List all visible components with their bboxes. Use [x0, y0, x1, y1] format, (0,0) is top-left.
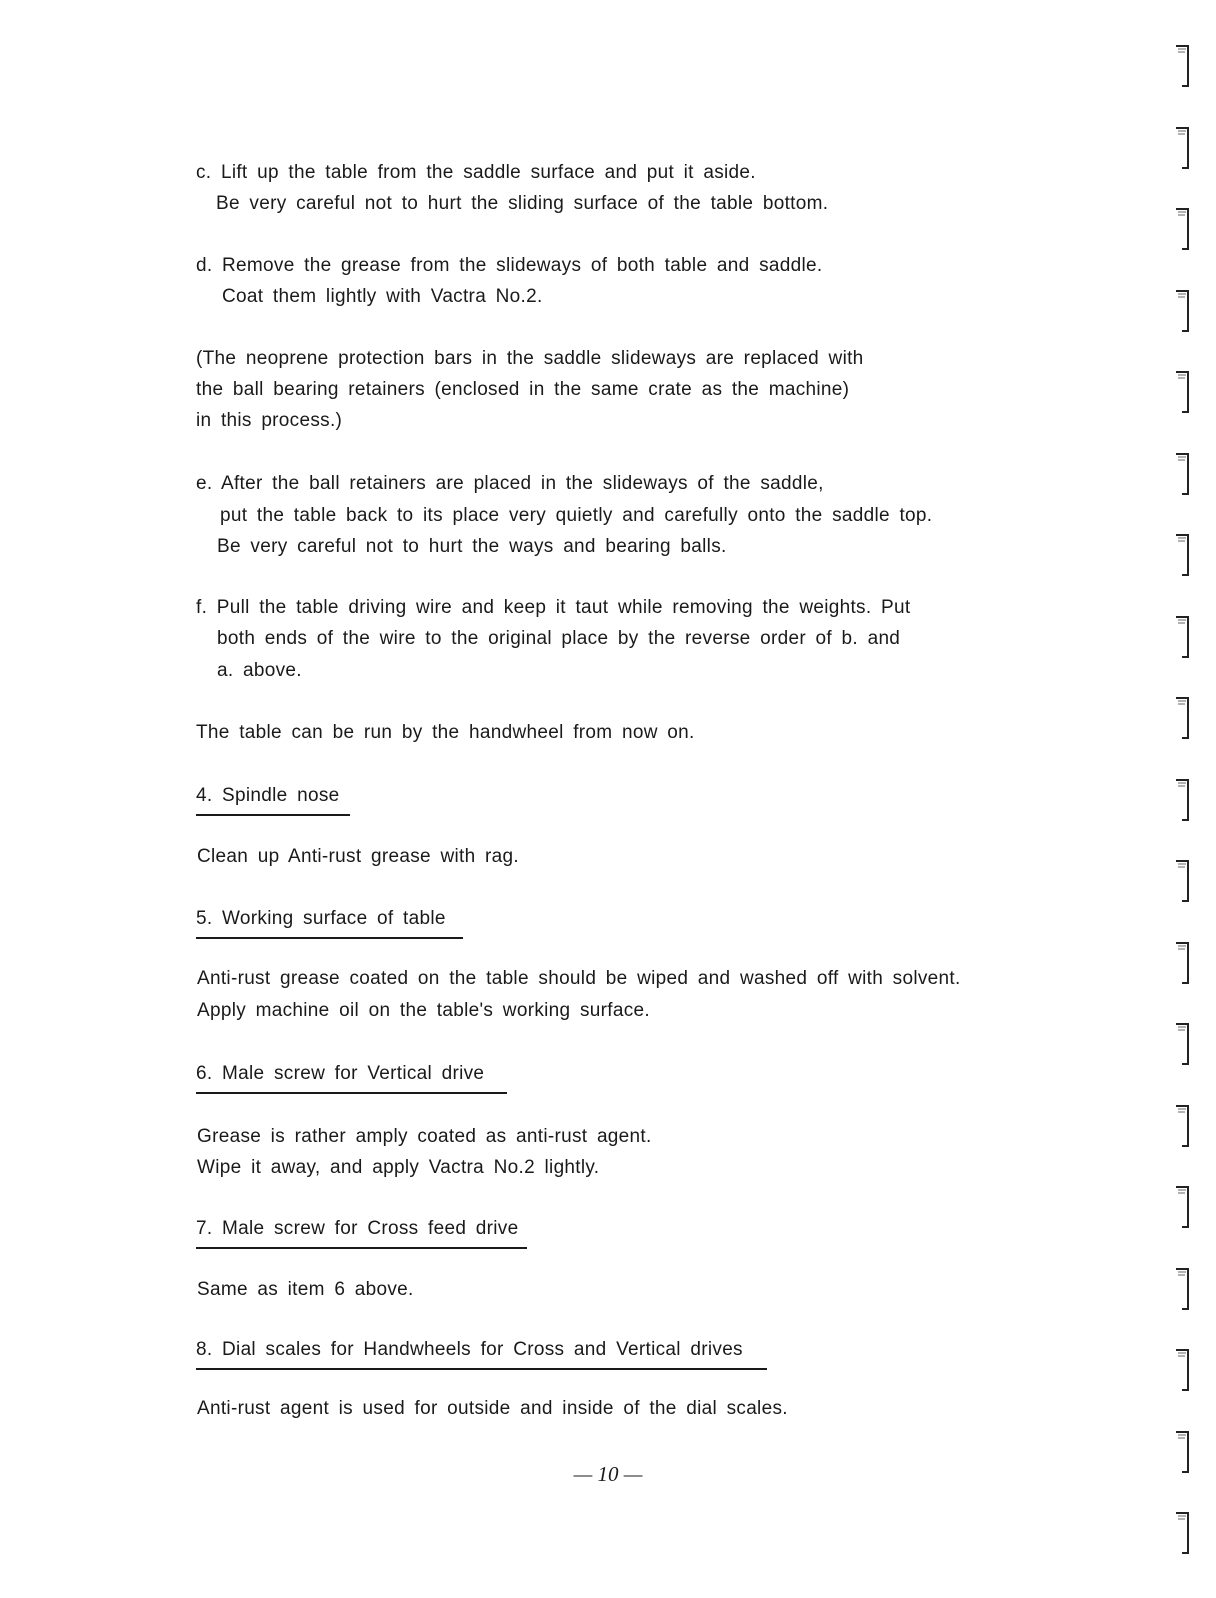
text-line-f2: both ends of the wire to the original place by the reverse order of b. and [217, 628, 901, 649]
text-line-c2: Be very careful not to hurt the sliding surface of the table bottom. [216, 193, 829, 214]
section-heading-cross-feed: 7. Male screw for Cross feed drive [196, 1218, 527, 1249]
binder-tab-mark-icon [1174, 370, 1192, 414]
text-line-vertical-drive-2: Wipe it away, and apply Vactra No.2 lightly. [197, 1157, 600, 1178]
binder-tab-mark-icon [1174, 452, 1192, 496]
binder-tab-mark-icon [1174, 289, 1192, 333]
text-line-working-surface-2: Apply machine oil on the table's working surface. [197, 1000, 650, 1021]
binder-tab-mark-icon [1174, 207, 1192, 251]
text-line-spindle-nose: Clean up Anti-rust grease with rag. [197, 846, 519, 867]
binder-tab-mark-icon [1174, 126, 1192, 170]
section-heading-vertical-drive: 6. Male screw for Vertical drive [196, 1063, 507, 1094]
text-line-cross-feed: Same as item 6 above. [197, 1279, 414, 1300]
section-heading-working-surface: 5. Working surface of table [196, 908, 463, 939]
binder-tab-mark-icon [1174, 1267, 1192, 1311]
text-line-note2: the ball bearing retainers (enclosed in the same crate as the machine) [196, 379, 850, 400]
text-line-working-surface-1: Anti-rust grease coated on the table should be wiped and washed off with solvent. [197, 968, 961, 989]
binder-tab-mark-icon [1174, 941, 1192, 985]
text-line-d2: Coat them lightly with Vactra No.2. [222, 286, 543, 307]
text-line-c1: c. Lift up the table from the saddle surface and put it aside. [196, 162, 756, 183]
binder-tab-mark-icon [1174, 1511, 1192, 1555]
text-line-note3: in this process.) [196, 410, 343, 431]
text-line-dial-scales: Anti-rust agent is used for outside and inside of the dial scales. [197, 1398, 788, 1419]
binder-tab-mark-icon [1174, 696, 1192, 740]
text-line-d1: d. Remove the grease from the slideways of both table and saddle. [196, 255, 823, 276]
text-line-e3: Be very careful not to hurt the ways and bearing balls. [217, 536, 727, 557]
section-heading-spindle-nose: 4. Spindle nose [196, 785, 350, 816]
binder-tab-mark-icon [1174, 533, 1192, 577]
page-number: — 10 — [573, 1462, 643, 1486]
text-line-table-run: The table can be run by the handwheel from now on. [196, 722, 695, 743]
binder-tab-mark-icon [1174, 615, 1192, 659]
binder-tab-mark-icon [1174, 1348, 1192, 1392]
binder-tab-mark-icon [1174, 44, 1192, 88]
binder-tab-mark-icon [1174, 1185, 1192, 1229]
binder-tab-mark-icon [1174, 1104, 1192, 1148]
text-line-f1: f. Pull the table driving wire and keep it taut while removing the weights. Put [196, 597, 911, 618]
text-line-e2: put the table back to its place very quietly and carefully onto the saddle top. [220, 505, 933, 526]
binder-tab-mark-icon [1174, 1430, 1192, 1474]
binder-tab-mark-icon [1174, 1022, 1192, 1066]
text-line-f3: a. above. [217, 660, 302, 681]
binder-tab-mark-icon [1174, 778, 1192, 822]
text-line-note1: (The neoprene protection bars in the saddle slideways are replaced with [196, 348, 864, 369]
section-heading-dial-scales: 8. Dial scales for Handwheels for Cross and Vertical drives [196, 1339, 767, 1370]
text-line-vertical-drive-1: Grease is rather amply coated as anti-rust agent. [197, 1126, 652, 1147]
binder-tab-mark-icon [1174, 859, 1192, 903]
text-line-e1: e. After the ball retainers are placed in the slideways of the saddle, [196, 473, 824, 494]
